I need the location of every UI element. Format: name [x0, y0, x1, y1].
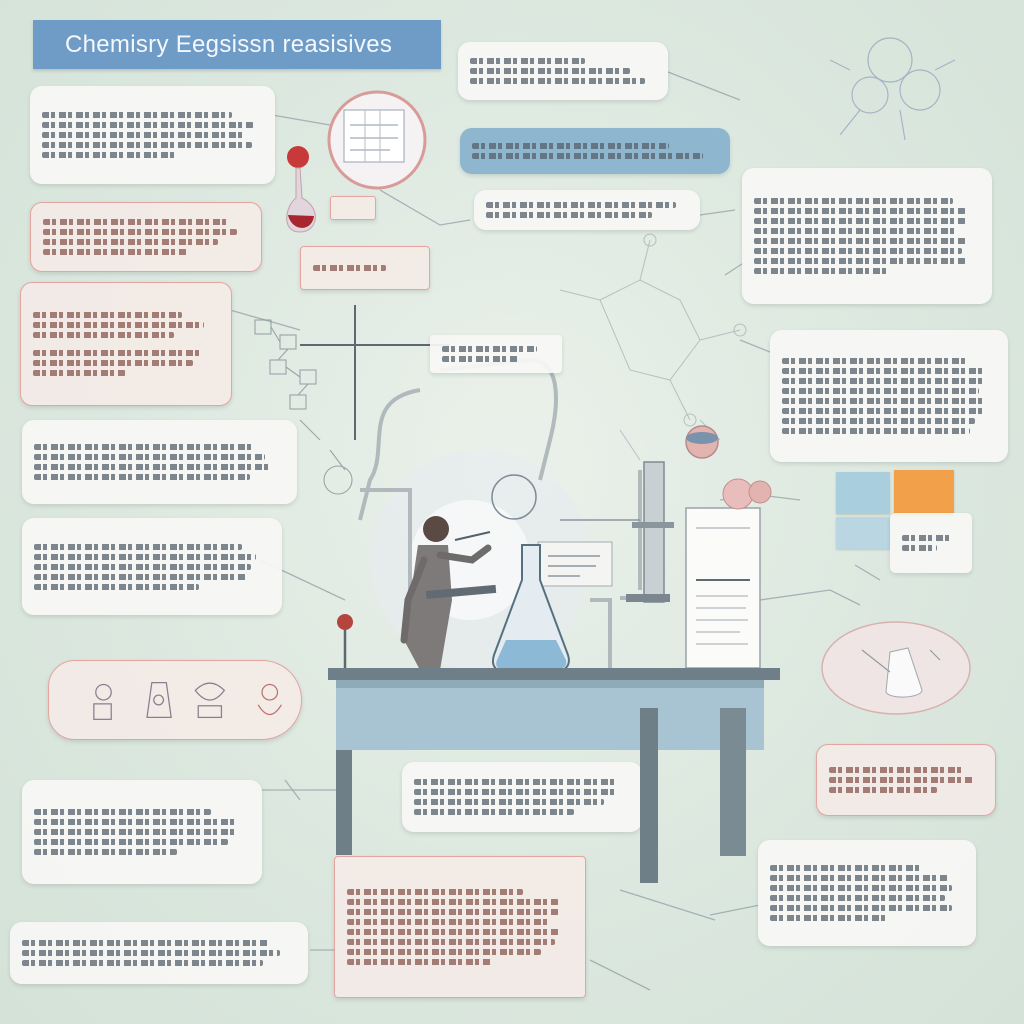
info-card-right-pink — [816, 744, 996, 816]
info-card-bottom-middle — [334, 856, 586, 998]
highlight-bar — [460, 128, 730, 174]
info-card-top-middle — [458, 42, 668, 100]
info-card-left-6 — [22, 780, 262, 884]
sticky-note-blue — [836, 472, 890, 514]
info-card-center-upper — [474, 190, 700, 230]
info-card-lower-middle — [402, 762, 642, 832]
info-card-right-small — [890, 513, 972, 573]
page-title: Chemisry Eegsissn reasisives — [65, 30, 393, 58]
icon-card-left — [48, 660, 302, 740]
sticky-note-orange — [894, 470, 954, 516]
info-card-right-1 — [742, 168, 992, 304]
label-card-apparatus — [430, 335, 562, 373]
info-card-left-4 — [22, 420, 297, 504]
title-banner — [33, 20, 441, 69]
sticky-note-blue-2 — [836, 517, 890, 549]
info-card-left-2 — [30, 202, 262, 272]
info-card-right-3 — [758, 840, 976, 946]
info-card-left-1 — [30, 86, 275, 184]
info-card-left-5 — [22, 518, 282, 615]
info-card-left-7 — [10, 922, 308, 984]
lab-icons-sketch — [61, 671, 291, 729]
label-card-small — [330, 196, 376, 220]
info-card-left-3 — [20, 282, 232, 406]
info-card-right-2 — [770, 330, 1008, 462]
label-card-center — [300, 246, 430, 290]
